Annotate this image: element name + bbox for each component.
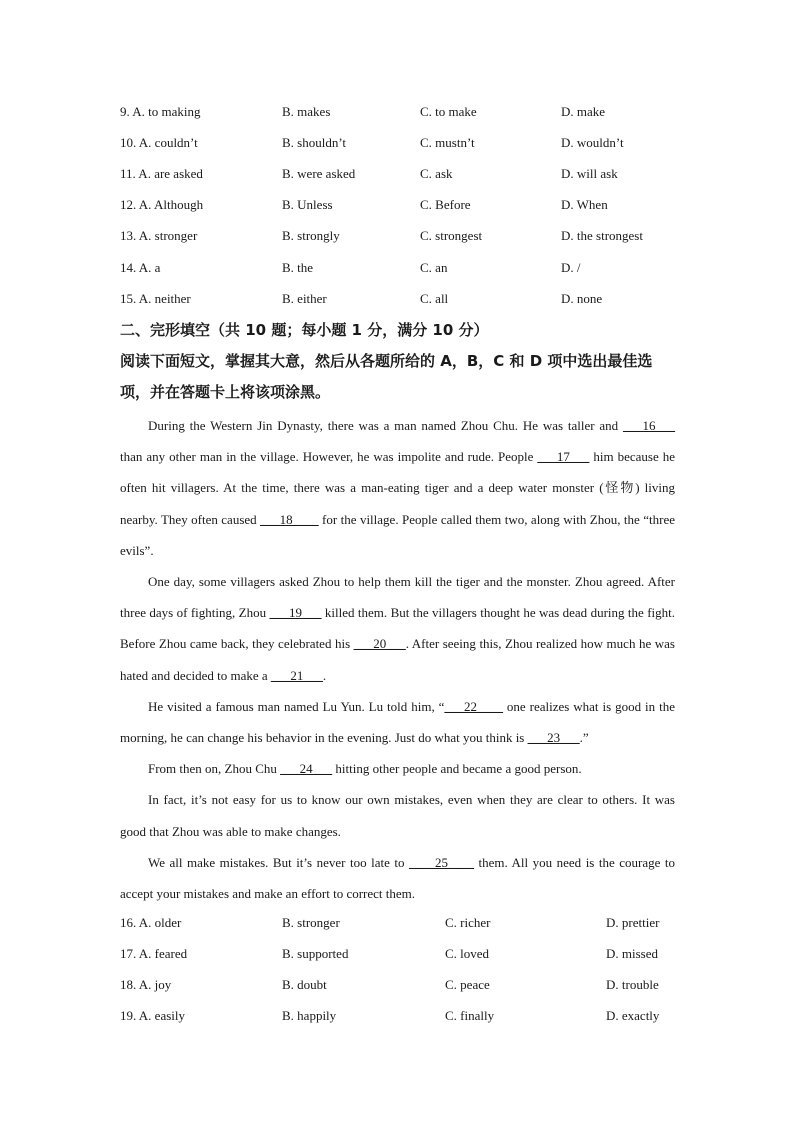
paragraph-3 xyxy=(120,691,675,753)
passage-text: We all make mistakes. But it’s never too late to xyxy=(148,854,409,870)
option-b: B. supported xyxy=(282,946,349,961)
paragraph-1 xyxy=(120,410,675,566)
option-b: B. doubt xyxy=(282,977,327,992)
option-c: C. to make xyxy=(420,104,477,119)
question-14-options xyxy=(120,258,680,278)
option-c: C. loved xyxy=(445,946,490,961)
blank-23: ___23___ xyxy=(527,730,580,746)
option-a: 16. A. older xyxy=(120,915,182,930)
passage-text: one realizes what is good in the morning, he can change his behavior in the evening. Just do what you think is xyxy=(120,698,675,746)
option-d: D. make xyxy=(561,104,606,119)
passage-text: One day, some villagers asked Zhou to help them kill the tiger and the monster. Zhou agreed. After three days of fighting, Zhou xyxy=(120,574,675,621)
option-d: D. When xyxy=(561,197,608,212)
option-b: B. strongly xyxy=(282,228,340,243)
question-18-options xyxy=(120,975,680,995)
option-c: C. Before xyxy=(420,197,471,212)
blank-20: ___20___ xyxy=(353,636,406,652)
passage-text: .” xyxy=(579,730,589,746)
passage-text: than any other man in the village. However, he was impolite and rude. People xyxy=(120,449,538,465)
question-10-options xyxy=(120,133,680,153)
option-d: D. the strongest xyxy=(561,228,643,243)
passage-text: him because he often hit villagers. At the time, there was a man-eating tiger and a deep water monster (怪物) living nearby. They often caused xyxy=(120,449,675,527)
option-a: 18. A. joy xyxy=(120,977,172,992)
passage-text: for the village. People called them two, along with Zhou, the “three evils”. xyxy=(120,511,675,558)
blank-25: ____25____ xyxy=(408,854,474,870)
passage-text: killed them. But the villagers thought he was dead during the fight. Before Zhou came back, they celebrated his xyxy=(120,605,676,652)
option-a: 10. A. couldn’t xyxy=(120,135,198,150)
option-c: C. all xyxy=(420,291,449,306)
option-a: 12. A. Although xyxy=(120,197,204,212)
paragraph-5: In fact, it’s not easy for us to know our own mistakes, even when they are clear to others. It was good that Zhou was able to make changes. xyxy=(120,792,675,839)
option-b: B. Unless xyxy=(282,197,333,212)
section-instruction: 阅读下面短文，掌握其大意，然后从各题所给的 A，B，C 和 D 项中选出最佳选项，并在答题卡上将该项涂黑。 xyxy=(120,352,653,401)
option-c: C. strongest xyxy=(420,228,483,243)
option-d: D. exactly xyxy=(606,1008,660,1023)
question-11-options xyxy=(120,164,680,184)
blank-22: ___22____ xyxy=(444,698,503,714)
passage-text: . xyxy=(322,667,327,683)
question-9-options xyxy=(120,102,680,122)
passage-text: . After seeing this, Zhou realized how much he was hated and decided to make a xyxy=(120,636,675,683)
option-d: D. will ask xyxy=(561,166,618,181)
question-16-options xyxy=(120,913,680,933)
option-b: B. happily xyxy=(282,1008,337,1023)
option-c: C. an xyxy=(420,260,448,275)
paragraph-4 xyxy=(120,753,675,784)
option-c: C. peace xyxy=(445,977,490,992)
question-12-options xyxy=(120,195,680,215)
blank-21: ___21___ xyxy=(270,667,323,683)
cloze-passage xyxy=(120,410,675,909)
option-a: 17. A. feared xyxy=(120,946,188,961)
option-a: 13. A. stronger xyxy=(120,228,198,243)
blank-16: ___16___ xyxy=(623,418,675,433)
option-c: C. ask xyxy=(420,166,453,181)
option-a: 14. A. a xyxy=(120,260,161,275)
passage-text: them. All you need is the courage to accept your mistakes and make an effort to correct them. xyxy=(120,854,676,902)
option-b: B. stronger xyxy=(282,915,340,930)
passage-text: He visited a famous man named Lu Yun. Lu told him, “ xyxy=(148,698,445,714)
passage-text: From then on, Zhou Chu xyxy=(148,761,281,777)
passage-text: During the Western Jin Dynasty, there was a man named Zhou Chu. He was taller and xyxy=(148,418,623,433)
option-a: 11. A. are asked xyxy=(120,166,203,181)
option-b: B. either xyxy=(282,291,327,306)
paragraph-2 xyxy=(120,566,675,691)
option-c: C. richer xyxy=(445,915,491,930)
option-d: D. wouldn’t xyxy=(561,135,624,150)
blank-18: ___18____ xyxy=(260,511,319,527)
option-a: 19. A. easily xyxy=(120,1008,185,1023)
passage-text: hitting other people and became a good person. xyxy=(332,761,582,777)
option-b: B. shouldn’t xyxy=(282,135,347,150)
option-d: D. missed xyxy=(606,946,658,961)
option-b: B. makes xyxy=(282,104,331,119)
option-d: D. prettier xyxy=(606,915,660,930)
option-d: D. trouble xyxy=(606,977,659,992)
blank-24: ___24___ xyxy=(280,761,333,777)
blank-17: ___17___ xyxy=(537,449,590,465)
option-b: B. the xyxy=(282,260,314,275)
option-a: 15. A. neither xyxy=(120,291,191,306)
blank-19: ___19___ xyxy=(269,605,322,621)
option-d: D. / xyxy=(561,260,581,275)
option-c: C. mustn’t xyxy=(420,135,475,150)
question-19-options xyxy=(120,1006,680,1026)
section-title: 二、完形填空（共 10 题；每小题 1 分，满分 10 分） xyxy=(120,321,489,339)
option-c: C. finally xyxy=(445,1008,495,1023)
paragraph-6 xyxy=(120,847,675,909)
question-17-options xyxy=(120,944,680,964)
option-d: D. none xyxy=(561,291,603,306)
question-15-options xyxy=(120,289,680,309)
option-b: B. were asked xyxy=(282,166,356,181)
option-a: 9. A. to making xyxy=(120,104,201,119)
question-13-options xyxy=(120,226,680,246)
